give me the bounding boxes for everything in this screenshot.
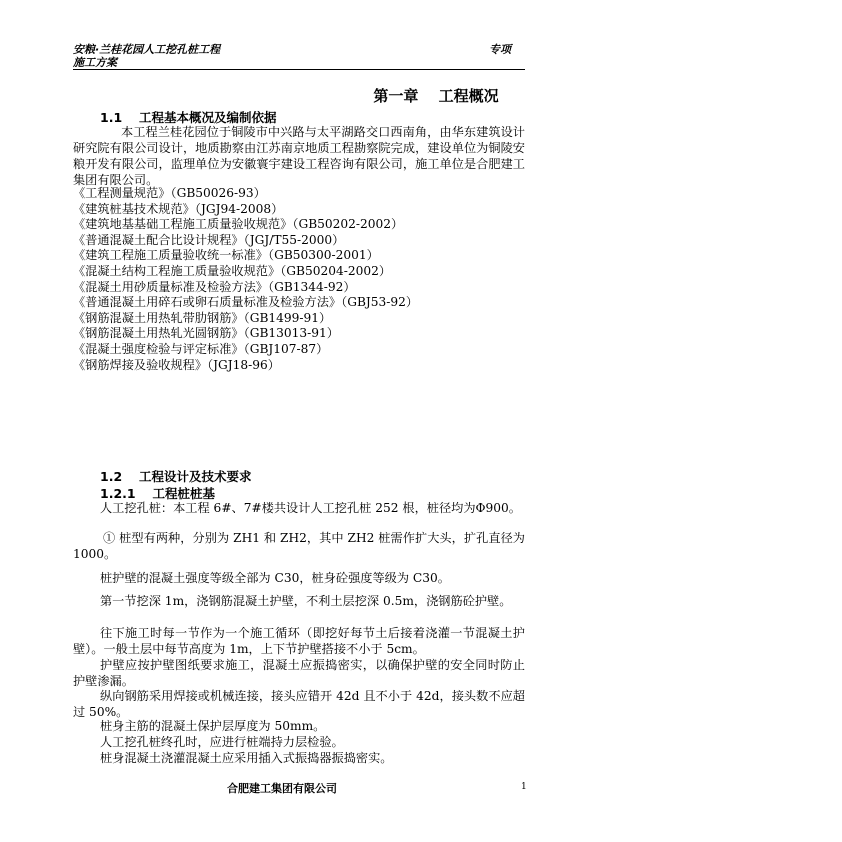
header-rule <box>73 69 525 70</box>
body-paragraph: 第一节挖深 1m，浇钢筋混凝土护壁，不利土层挖深 0.5m，浇钢筋砼护壁。 <box>100 594 512 608</box>
reference-item: 《普通混凝土配合比设计规程》（JGJ/T55-2000） <box>73 232 345 247</box>
chapter-title: 第一章 工程概况 <box>373 87 499 105</box>
body-paragraph: 纵向钢筋采用焊接或机械连接，接头应错开 42d 且不小于 42d，接头数不应超过 50%。 <box>73 689 525 719</box>
reference-item: 《工程测量规范》（GB50026-93） <box>73 186 266 200</box>
body-paragraph: 人工挖孔桩终孔时，应进行桩端持力层检验。 <box>100 735 344 749</box>
header-right-label: 专项 <box>489 43 511 56</box>
header-title-line2: 施工方案 <box>73 56 117 69</box>
reference-item: 《混凝土结构工程施工质量验收规范》（GB50204-2002） <box>73 263 392 278</box>
reference-item: 《钢筋混凝土用热轧带肋钢筋》（GB1499-91） <box>73 310 332 325</box>
section-1-2-1-heading: 1.2.1 工程桩桩基 <box>100 486 215 501</box>
reference-item: 《建筑工程施工质量验收统一标准》（GB50300-2001） <box>73 248 379 263</box>
reference-item: 《混凝土用砂质量标准及检验方法》（GB1344-92） <box>73 279 356 294</box>
body-paragraph: 往下施工时每一节作为一个施工循环（即挖好每节土后接着浇灌一节混凝土护壁）。一般土层中每节高度为 1m，上下节护壁搭接不小于 5cm。 <box>73 626 525 656</box>
reference-item: 《建筑桩基技术规范》（JGJ94-2008） <box>73 201 284 216</box>
section-1-1-heading: 1.1 工程基本概况及编制依据 <box>100 110 277 125</box>
header-title-line1: 安粮·兰桂花园人工挖孔桩工程 <box>73 43 221 56</box>
body-paragraph: 桩护壁的混凝土强度等级全部为 C30，桩身砼强度等级为 C30。 <box>100 571 450 585</box>
reference-list <box>73 186 418 373</box>
footer-company: 合肥建工集团有限公司 <box>227 782 337 795</box>
reference-item: 《钢筋焊接及验收规程》（JGJ18-96） <box>73 357 280 372</box>
page-number: 1 <box>521 782 527 792</box>
section-1-1-intro: 本工程兰桂花园位于铜陵市中兴路与太平湖路交口西南角，由华东建筑设计研究院有限公司设计，地质勘察由江苏南京地质工程勘察院完成，建设单位为铜陵安粮开发有限公司，监理单位为安徽寰宇建设工程咨询有限公司，施工单位是合肥建工集团有限公司。 <box>73 125 525 187</box>
reference-item: 《普通混凝土用碎石或卵石质量标准及检验方法》（GBJ53-92） <box>73 295 419 310</box>
section-1-2-heading: 1.2 工程设计及技术要求 <box>100 469 252 484</box>
body-paragraph: 桩身混凝土浇灌混凝土应采用插入式振捣器振捣密实。 <box>100 751 393 765</box>
reference-item: 《钢筋混凝土用热轧光圆钢筋》（GB13013-91） <box>73 326 339 341</box>
reference-item: 《建筑地基基础工程施工质量验收规范》（GB50202-2002） <box>73 217 404 232</box>
body-paragraph: 桩身主筋的混凝土保护层厚度为 50mm。 <box>100 719 326 733</box>
body-paragraph: ① 桩型有两种，分别为 ZH1 和 ZH2，其中 ZH2 桩需作扩大头，扩孔直径为 1000。 <box>73 531 525 561</box>
body-paragraph: 人工挖孔桩：本工程 6#、7#楼共设计人工挖孔桩 252 根，桩径均为Φ900。 <box>100 501 521 515</box>
reference-item: 《混凝土强度检验与评定标准》（GBJ107-87） <box>73 341 329 356</box>
body-paragraph: 护壁应按护壁图纸要求施工，混凝土应振捣密实，以确保护壁的安全同时防止护壁渗漏。 <box>73 658 525 688</box>
